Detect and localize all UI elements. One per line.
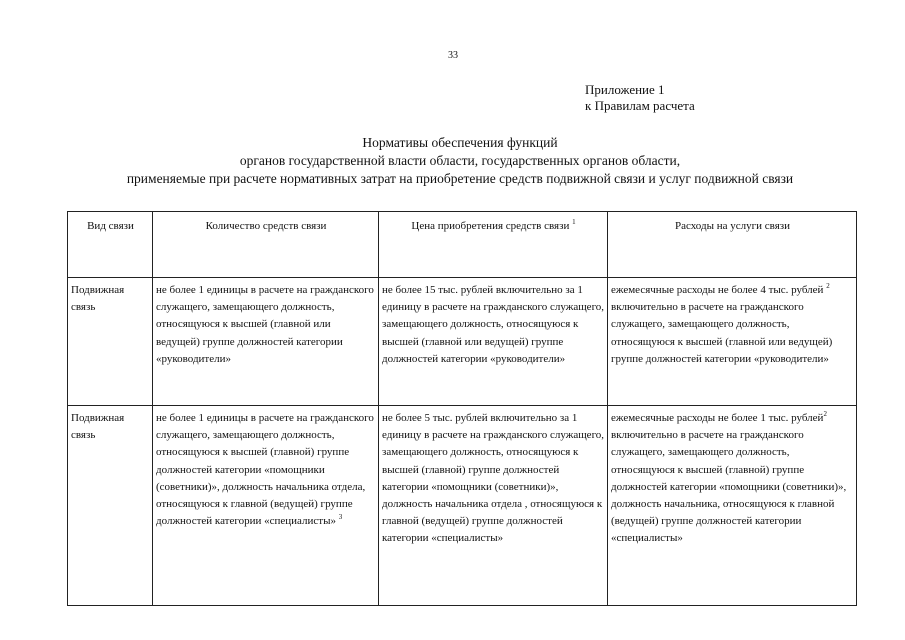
cell-expenses-text-a: ежемесячные расходы не более 4 тыс. рублей [611,284,824,296]
cell-type: Подвижная связь [68,406,153,606]
title-line-2: органов государственной власти области, государственных органов области, [239,153,681,168]
table-header-row [68,212,857,278]
norms-table [67,211,857,606]
cell-price: не более 5 тыс. рублей включительно за 1 единицу в расчете на гражданского служащего, замещающего должность, относящуюся к высшей (главной) группе должностей категории «помощники (советники)», должность начальника отдела , относящуюся к главной (ведущей) группе должностей категории «специалисты» [379,406,608,606]
cell-expenses [608,406,857,606]
footnote-marker: 3 [338,513,343,522]
cell-type: Подвижная связь [68,278,153,406]
cell-expenses-text-a: ежемесячные расходы не более 1 тыс. рублей [611,412,824,424]
cell-quantity [153,278,379,406]
cell-quantity-text: не более 1 единицы в расчете на гражданского служащего, замещающего должность, относящуюся к высшей (главной или ведущей) группе должностей категории «руководители» [156,284,374,365]
header-expenses-label: Расходы на услуги связи [674,220,790,232]
table-row [68,278,857,406]
appendix-line-1: Приложение 1 [585,82,665,97]
table-row [68,406,857,606]
header-price [379,212,608,278]
header-type-label: Вид связи [87,220,134,232]
appendix-heading [585,82,695,114]
cell-expenses-text-b: включительно в расчете на гражданского служащего, замещающего должность, относящуюся к высшей (главной) группе должностей категории «помощники (советники)», должность начальника, относящуюся к главной (ведущей) группе должностей категории «специалисты» [611,429,847,545]
header-type [68,212,153,278]
header-quantity [153,212,379,278]
appendix-line-2: к Правилам расчета [585,98,695,113]
footnote-marker: 2 [823,410,827,418]
title-line-1: Нормативы обеспечения функций [362,135,558,150]
cell-price: не более 15 тыс. рублей включительно за 1 единицу в расчете на гражданского служащего, замещающего должность, относящуюся к высшей (главной или ведущей) группе должностей категории «руководители» [379,278,608,406]
header-price-label: Цена приобретения средств связи [411,220,570,232]
footnote-marker: 2 [826,282,830,290]
cell-quantity [153,406,379,606]
footnote-marker: 1 [572,218,576,226]
title-line-3: применяемые при расчете нормативных затрат на приобретение средств подвижной связи и услуг подвижной связи [126,171,794,186]
cell-expenses-text-b: включительно в расчете на гражданского служащего, замещающего должность, относящуюся к высшей (главной или ведущей) группе должностей категории «руководители» [611,301,833,365]
page-number: 33 [448,50,458,61]
header-expenses [608,212,857,278]
document-title [40,134,880,188]
cell-expenses [608,278,857,406]
cell-quantity-text: не более 1 единицы в расчете на гражданского служащего, замещающего должность, относящуюся к высшей (главной) группе должностей категории «помощники (советники)», должность начальника отдела, относящуюся к главной (ведущей) группе должностей категории «специалисты» [156,412,374,528]
header-quantity-label: Количество средств связи [205,220,327,232]
